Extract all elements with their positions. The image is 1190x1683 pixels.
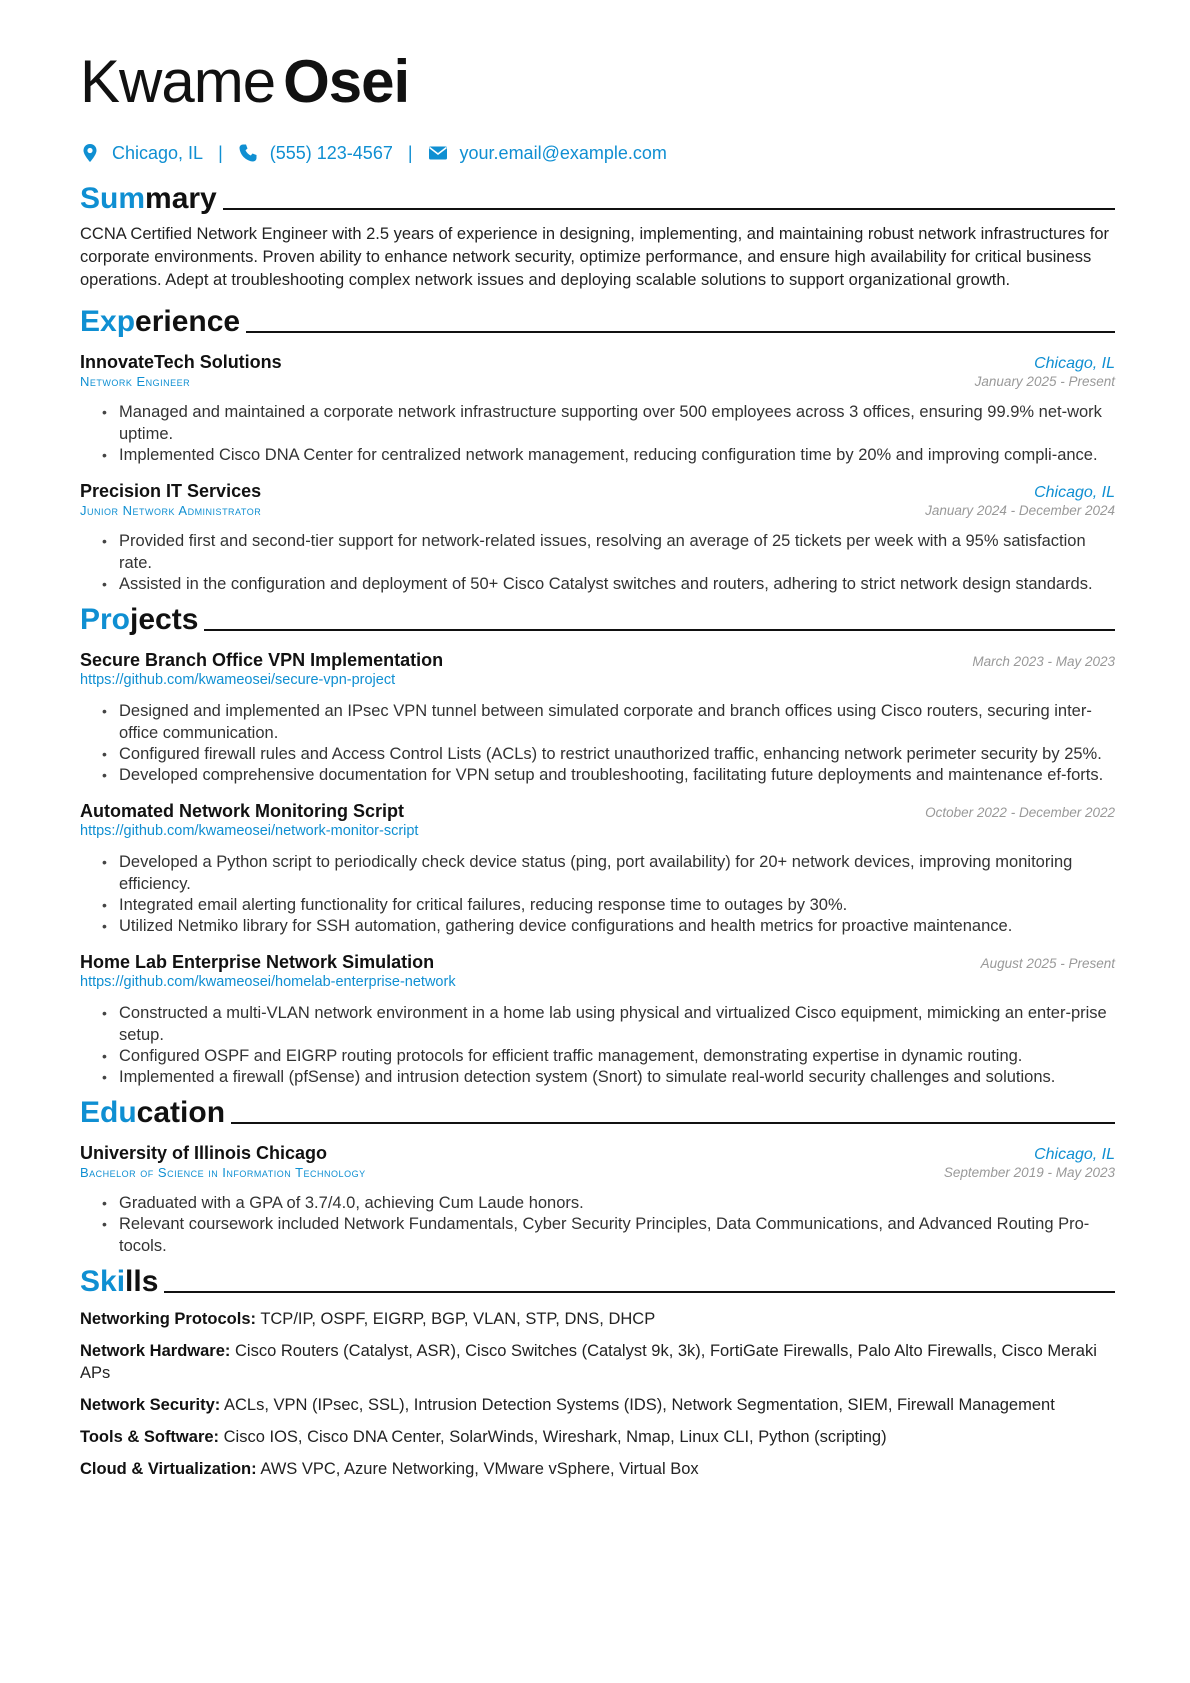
- bullet-list: [80, 530, 1115, 595]
- skill-label: Tools & Software:: [80, 1428, 220, 1446]
- section-projects: [80, 598, 1115, 638]
- contact-separator: |: [218, 142, 223, 163]
- skill-value: AWS VPC, Azure Networking, VMware vSphere, Virtual Box: [260, 1460, 699, 1478]
- section-title: Education: [80, 1096, 226, 1129]
- skill-label: Network Hardware:: [80, 1342, 231, 1360]
- phone-text: (555) 123-4567: [269, 142, 393, 163]
- project-link[interactable]: https://github.com/kwameosei/secure-vpn-project: [80, 672, 396, 688]
- skill-label: Networking Protocols:: [80, 1310, 257, 1328]
- section-experience: [80, 300, 1115, 340]
- list-item: • Developed comprehensive documentation for VPN setup and troubleshooting, facilitating future deployments and maintenance ef-forts.: [102, 764, 1115, 786]
- project-entry: [80, 799, 1115, 937]
- project-title: Automated Network Monitoring Script: [80, 801, 404, 821]
- skill-row: [80, 1308, 1115, 1330]
- project-link[interactable]: https://github.com/kwameosei/network-monitor-script: [80, 823, 419, 839]
- skill-value: TCP/IP, OSPF, EIGRP, BGP, VLAN, STP, DNS, DHCP: [260, 1310, 656, 1328]
- section-title: Skills: [80, 1265, 159, 1298]
- contact-email[interactable]: [428, 143, 667, 164]
- skill-label: Network Security:: [80, 1396, 221, 1414]
- section-summary: [80, 177, 1115, 217]
- job-role: Network Engineer: [80, 374, 191, 389]
- skill-row: [80, 1394, 1115, 1416]
- bullet-list: [80, 1002, 1115, 1088]
- list-item: • Configured OSPF and EIGRP routing protocols for efficient traffic management, demonstrating expertise in dynamic routing.: [102, 1045, 1115, 1067]
- list-item: • Designed and implemented an IPsec VPN tunnel between simulated corporate and branch offices using Cisco routers, securing inter-office communication.: [102, 700, 1115, 744]
- job-dates: January 2024 - December 2024: [925, 503, 1115, 518]
- candidate-name: [80, 43, 1115, 121]
- list-item: • Utilized Netmiko library for SSH automation, gathering device configurations and health metrics for proactive maintenance.: [102, 915, 1115, 937]
- education-dates: September 2019 - May 2023: [943, 1165, 1115, 1180]
- project-dates: October 2022 - December 2022: [925, 805, 1115, 820]
- section-divider: [204, 629, 1115, 631]
- contact-separator: |: [407, 142, 413, 163]
- job-location: Chicago, IL: [1034, 484, 1115, 501]
- project-entry: [80, 950, 1115, 1088]
- job-location: Chicago, IL: [1034, 355, 1115, 372]
- section-title: Experience: [80, 305, 241, 338]
- list-item: • Graduated with a GPA of 3.7/4.0, achieving Cum Laude honors.: [102, 1192, 1115, 1214]
- job-dates: January 2025 - Present: [974, 374, 1115, 389]
- section-title: Projects: [80, 603, 199, 636]
- school-name: University of Illinois Chicago: [80, 1143, 328, 1163]
- skill-value: Cisco Routers (Catalyst, ASR), Cisco Switches (Catalyst 9k, 3k), FortiGate Firewalls, Palo Alto Firewalls, Cisco Meraki APs: [80, 1342, 1097, 1382]
- bullet-list: [80, 401, 1115, 466]
- section-title: Summary: [80, 182, 217, 215]
- location-text: Chicago, IL: [112, 142, 204, 163]
- experience-entry: [80, 479, 1115, 595]
- experience-entry: [80, 350, 1115, 466]
- list-item: • Configured firewall rules and Access Control Lists (ACLs) to restrict unauthorized traffic, enhancing network perimeter security by 25%.: [102, 743, 1115, 765]
- list-item: • Provided first and second-tier support for network-related issues, resolving an average of 25 tickets per week with a 95% satisfaction rate.: [102, 530, 1115, 574]
- section-skills: [80, 1260, 1115, 1300]
- skill-row: [80, 1426, 1115, 1448]
- email-text: your.email@example.com: [459, 142, 667, 163]
- job-role: Junior Network Administrator: [80, 503, 262, 518]
- list-item: • Developed a Python script to periodically check device status (ping, port availability) for 20+ network devices, improving monitoring efficiency.: [102, 851, 1115, 895]
- project-dates: March 2023 - May 2023: [972, 654, 1115, 669]
- list-item: • Relevant coursework included Network Fundamentals, Cyber Security Principles, Data Communications, and Advanced Routing Pro-tocols.: [102, 1213, 1115, 1257]
- project-dates: August 2025 - Present: [980, 956, 1115, 971]
- skill-row: [80, 1458, 1115, 1480]
- list-item: • Managed and maintained a corporate network infrastructure supporting over 500 employees across 3 offices, ensuring 99.9% net-work uptime.: [102, 401, 1115, 445]
- map-pin-icon: [80, 143, 100, 163]
- skill-value: Cisco IOS, Cisco DNA Center, SolarWinds, Wireshark, Nmap, Linux CLI, Python (scripting): [223, 1428, 887, 1446]
- company-name: InnovateTech Solutions: [80, 352, 282, 372]
- contact-phone[interactable]: [238, 143, 393, 164]
- degree: Bachelor of Science in Information Technology: [80, 1165, 366, 1180]
- skill-value: ACLs, VPN (IPsec, SSL), Intrusion Detection Systems (IDS), Network Segmentation, SIEM, Firewall Management: [223, 1396, 1055, 1414]
- bullet-list: [80, 1192, 1115, 1257]
- company-name: Precision IT Services: [80, 481, 262, 501]
- list-item: • Implemented Cisco DNA Center for centralized network management, reducing configuration time by 20% and improving compli-ance.: [102, 444, 1115, 466]
- project-link[interactable]: https://github.com/kwameosei/homelab-enterprise-network: [80, 974, 456, 990]
- envelope-icon: [428, 143, 448, 163]
- list-item: • Assisted in the configuration and deployment of 50+ Cisco Catalyst switches and routers, adhering to strict network design standards.: [102, 573, 1115, 595]
- section-divider: [246, 331, 1115, 333]
- phone-icon: [238, 143, 258, 163]
- bullet-list: [80, 851, 1115, 937]
- summary-text: CCNA Certified Network Engineer with 2.5 years of experience in designing, implementing, and maintaining robust network infrastructures for corporate environments. Proven ability to enhance network security, optimize performance, and ensure high availability for critical business operations. Adept at troubleshooting complex network issues and deploying scalable solutions to support organizational growth.: [80, 225, 1110, 289]
- list-item: • Integrated email alerting functionality for critical failures, reducing response time to outages by 30%.: [102, 894, 1115, 916]
- project-title: Secure Branch Office VPN Implementation: [80, 650, 444, 670]
- school-location: Chicago, IL: [1034, 1146, 1115, 1163]
- bullet-list: [80, 700, 1115, 786]
- section-divider: [164, 1291, 1115, 1293]
- skill-row: [80, 1340, 1115, 1384]
- section-divider: [231, 1122, 1115, 1124]
- first-name: Kwame: [80, 48, 276, 115]
- contact-location: [80, 143, 203, 164]
- contact-bar: [80, 139, 1115, 167]
- project-entry: [80, 648, 1115, 786]
- section-divider: [223, 208, 1115, 210]
- list-item: • Implemented a firewall (pfSense) and intrusion detection system (Snort) to simulate real-world security challenges and solutions.: [102, 1066, 1115, 1088]
- education-entry: [80, 1141, 1115, 1257]
- list-item: • Constructed a multi-VLAN network environment in a home lab using physical and virtualized Cisco equipment, mimicking an enter-prise setup.: [102, 1002, 1115, 1046]
- project-title: Home Lab Enterprise Network Simulation: [80, 952, 435, 972]
- last-name: Osei: [283, 48, 410, 115]
- section-education: [80, 1091, 1115, 1131]
- skill-label: Cloud & Virtualization:: [80, 1460, 257, 1478]
